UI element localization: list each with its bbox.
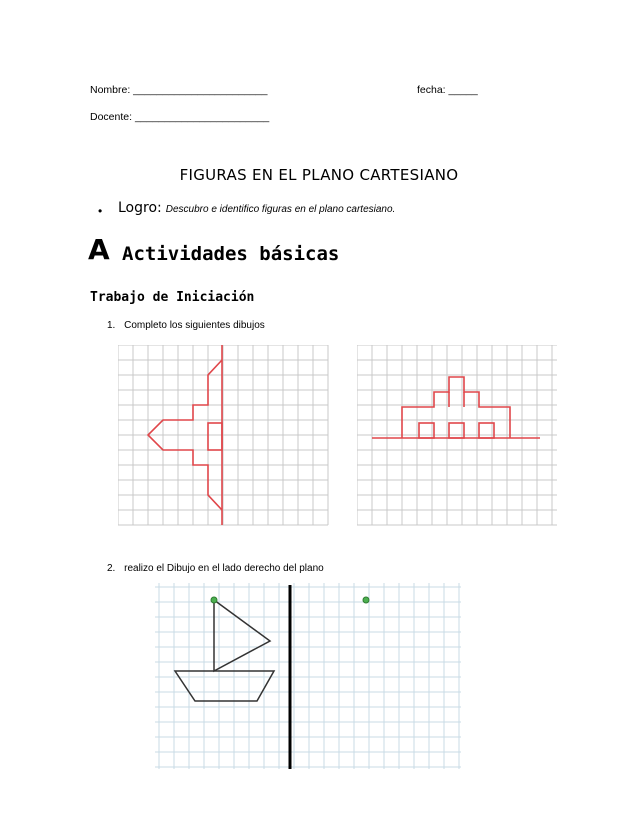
- grid-sailboat: [155, 583, 463, 769]
- goal-text: Descubro e identifico figuras en el plano cartesiano.: [165, 204, 396, 215]
- page-title: FIGURAS EN EL PLANO CARTESIANO: [179, 166, 459, 184]
- grid-building: [357, 345, 559, 530]
- grid-airplane: [118, 345, 330, 530]
- subtitle: Trabajo de Iniciación: [90, 290, 255, 305]
- question-2-text: realizo el Dibujo en el lado derecho del plano: [124, 563, 324, 574]
- question-1-number: 1.: [107, 320, 116, 331]
- name-field-label: Nombre: _______________________: [90, 84, 268, 96]
- section-letter: A: [88, 233, 110, 266]
- date-field-label: fecha: _____: [417, 84, 478, 96]
- question-2: [107, 563, 324, 574]
- section-title: Actividades básicas: [122, 243, 340, 265]
- goal-line: [118, 200, 395, 216]
- teacher-field-label: Docente: _______________________: [90, 111, 270, 123]
- question-2-number: 2.: [107, 563, 116, 574]
- goal-label: Logro:: [118, 200, 162, 216]
- question-1-text: Completo los siguientes dibujos: [124, 320, 265, 331]
- goal-bullet: •: [98, 204, 103, 218]
- question-1: [107, 320, 265, 331]
